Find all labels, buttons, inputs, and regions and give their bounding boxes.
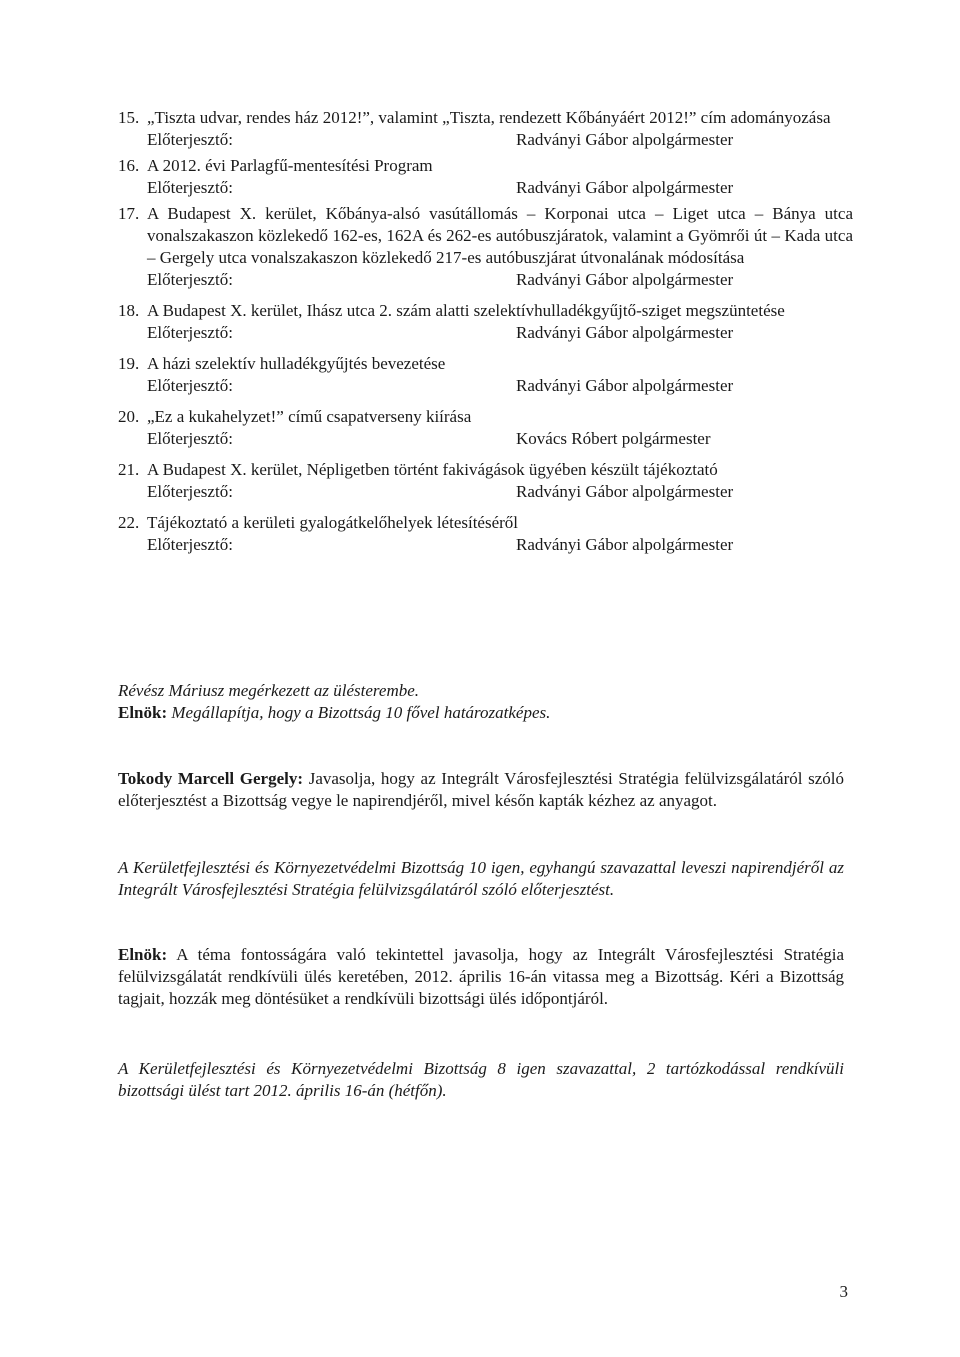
agenda-item-17 [118,203,853,291]
chair-quorum-text: Megállapítja, hogy a Bizottság 10 fővel határozatképes. [171,703,551,722]
agenda-title: A Budapest X. kerület, Népligetben történt fakivágások ügyében készült tájékoztató [147,460,718,479]
presenter-line [147,177,853,199]
agenda-number: 22. [118,513,140,532]
presenter-name: Radványi Gábor alpolgármester [516,535,734,554]
decision-paragraph-1: A Kerületfejlesztési és Környezetvédelmi Bizottság 10 igen, egyhangú szavazattal leveszi napirendjéről az Integrált Városfejlesztési Stratégia felülvizsgálatáról szóló előterjesztést. [118,858,844,899]
presenter-label: Előterjesztő: [147,270,233,289]
agenda-item-20 [118,406,853,450]
presenter-label: Előterjesztő: [147,482,233,501]
speaker-name: Tokody Marcell Gergely: [118,769,304,788]
presenter-line [147,322,853,344]
presenter-name: Radványi Gábor alpolgármester [516,376,734,395]
agenda-number: 20. [118,407,140,426]
presenter-name: Radványi Gábor alpolgármester [516,178,734,197]
speaker-paragraph [118,768,844,812]
speaker-text: Javasolja, hogy az Integrált Városfejlesztési Stratégia felülvizsgálatáról szóló előterjesztést a Bizottság vegye le napirendjéről, mivel későn kapták kézhez az anyagot. [118,769,845,810]
agenda-title: A Budapest X. kerület, Ihász utca 2. szám alatti szelektívhulladékgyűjtő-sziget megszüntetése [147,301,785,320]
presenter-line [147,269,853,291]
presenter-name: Kovács Róbert polgármester [516,429,711,448]
agenda-title: A 2012. évi Parlagfű-mentesítési Program [147,156,433,175]
presenter-line [147,481,853,503]
agenda-number: 15. [118,108,140,127]
agenda-list [118,107,853,556]
presenter-name: Radványi Gábor alpolgármester [516,270,734,289]
agenda-item-15 [118,107,853,151]
chair2-text: A téma fontosságára való tekintettel javasolja, hogy az Integrált Városfejlesztési Stratégia felülvizsgálatát rendkívüli ülés keretében, 2012. április 16-án vitassa meg a Bizottság. Kéri a Bizottság tagjait, hozzák meg döntésüket a rendkívüli bizottsági ülés időpontjáról. [118,945,845,1008]
chair-label: Elnök: [118,703,168,722]
presenter-label: Előterjesztő: [147,130,233,149]
presenter-line [147,428,853,450]
presenter-label: Előterjesztő: [147,178,233,197]
agenda-title: „Tiszta udvar, rendes ház 2012!”, valamint „Tiszta, rendezett Kőbányáért 2012!” cím adományozása [147,108,831,127]
presenter-line [147,534,853,556]
presenter-line [147,375,853,397]
agenda-title: „Ez a kukahelyzet!” című csapatverseny kiírása [147,407,472,426]
agenda-number: 19. [118,354,140,373]
chair-quorum-line [118,702,844,724]
presenter-name: Radványi Gábor alpolgármester [516,130,734,149]
presenter-name: Radványi Gábor alpolgármester [516,323,734,342]
agenda-item-16 [118,155,853,199]
agenda-item-19 [118,353,853,397]
agenda-item-18 [118,300,853,344]
presenter-label: Előterjesztő: [147,376,233,395]
chair-paragraph [118,944,844,1010]
quorum-section [118,680,844,724]
agenda-title: A Budapest X. kerület, Kőbánya-alsó vasútállomás – Korponai utca – Liget utca – Bánya utca vonalszakaszon közlekedő 162-es, 162A és 262-es autóbuszjáratok, valamint a Gyömrői út – Kada utca – Gergely utca vonalszakaszon közlekedő 217-es autóbuszjárat útvonalának módosítása [147,204,853,267]
agenda-number: 21. [118,460,140,479]
chair2-label: Elnök: [118,945,168,964]
presenter-line [147,129,853,151]
presenter-label: Előterjesztő: [147,323,233,342]
arrival-note: Révész Máriusz megérkezett az ülésterembe. [118,681,420,700]
presenter-label: Előterjesztő: [147,535,233,554]
agenda-number: 16. [118,156,140,175]
agenda-title: Tájékoztató a kerületi gyalogátkelőhelyek létesítéséről [147,513,519,532]
agenda-title: A házi szelektív hulladékgyűjtés bevezetése [147,354,446,373]
page-number: 3 [839,1282,848,1301]
agenda-number: 17. [118,204,140,223]
agenda-item-21 [118,459,853,503]
agenda-number: 18. [118,301,140,320]
agenda-item-22 [118,512,853,556]
decision-paragraph-2: A Kerületfejlesztési és Környezetvédelmi Bizottság 8 igen szavazattal, 2 tartózkodással rendkívüli bizottsági ülést tart 2012. április 16-án (hétfőn). [118,1059,844,1100]
presenter-name: Radványi Gábor alpolgármester [516,482,734,501]
presenter-label: Előterjesztő: [147,429,233,448]
